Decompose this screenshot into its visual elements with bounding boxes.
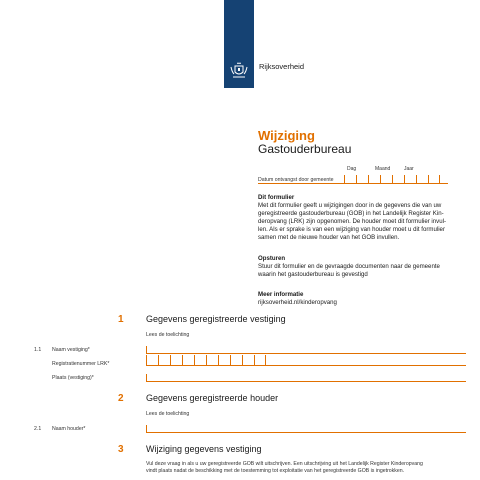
- day-label: Dag: [347, 166, 357, 172]
- meer-link[interactable]: rijksoverheid.nl/kinderopvang: [258, 298, 337, 306]
- field-label-naam-vestiging: Naam vestiging*: [52, 347, 90, 353]
- info-formulier: [258, 194, 473, 241]
- naam-houder-input[interactable]: [146, 425, 466, 433]
- field-number: 1.1: [34, 347, 42, 353]
- formulier-line: deropvang (LRK) zijn opgenomen. De houder moet dit formulier invul-: [258, 217, 446, 225]
- section-3-number: 3: [118, 444, 124, 455]
- form-subtitle: Gastouderbureau: [258, 142, 352, 156]
- info-meer: [258, 291, 473, 307]
- year-label: Jaar: [404, 166, 414, 172]
- formulier-line: Met dit formulier geeft u wijzigingen door in de gegevens die van uw: [258, 201, 442, 209]
- opsturen-line: waarin het gastouderbureau is gevestigd: [258, 270, 368, 278]
- date-received-field[interactable]: [258, 172, 448, 184]
- field-label-plaats: Plaats (vestiging)*: [52, 375, 94, 381]
- registratienummer-input[interactable]: [146, 356, 466, 366]
- formulier-heading: Dit formulier: [258, 194, 295, 201]
- section-1-hint: Lees de toelichting: [146, 332, 190, 338]
- meer-heading: Meer informatie: [258, 291, 304, 298]
- section-3-paragraph: [146, 461, 471, 475]
- coat-of-arms-icon: [229, 60, 249, 80]
- field-number: 2.1: [34, 426, 42, 432]
- logo-text: Rijksoverheid: [259, 62, 305, 71]
- formulier-line: samen met de nieuwe houder van het GOB invullen.: [258, 233, 400, 241]
- formulier-line: len. Als er sprake is van een wijziging van houder moet u dit formulier: [258, 225, 445, 233]
- info-opsturen: [258, 255, 473, 279]
- paragraph-line: Vul deze vraag in als u uw geregistreerde GOB wilt uitschrijven. Een uitschrijving uit het Landelijk Register Kinderopvang: [146, 461, 423, 467]
- section-2-hint: Lees de toelichting: [146, 411, 190, 417]
- field-label-registratienummer: Registratienummer LRK*: [52, 361, 110, 367]
- section-1-title: Gegevens geregistreerde vestiging: [146, 314, 286, 324]
- naam-vestiging-input[interactable]: [146, 346, 466, 354]
- section-2-title: Gegevens geregistreerde houder: [146, 393, 279, 403]
- opsturen-heading: Opsturen: [258, 255, 286, 262]
- section-2-number: 2: [118, 393, 124, 404]
- month-label: Maand: [375, 166, 391, 172]
- paragraph-line: vindt plaats nadat de beschikking met de toestemming tot exploitatie van het geregistreerde GOB is ingetrokken.: [146, 468, 405, 474]
- form-title: Wijziging: [258, 128, 315, 143]
- plaats-input[interactable]: [146, 374, 466, 382]
- date-caption: Datum ontvangst door gemeente: [258, 177, 334, 183]
- section-3-title: Wijziging gegevens vestiging: [146, 444, 262, 454]
- formulier-line: geregistreerde gastouderbureau (GOB) in het Landelijk Register Kin-: [258, 209, 444, 217]
- opsturen-line: Stuur dit formulier en de gevraagde documenten naar de gemeente: [258, 262, 440, 270]
- field-label-naam-houder: Naam houder*: [52, 426, 86, 432]
- date-boxes[interactable]: [344, 175, 440, 184]
- section-1-number: 1: [118, 314, 124, 325]
